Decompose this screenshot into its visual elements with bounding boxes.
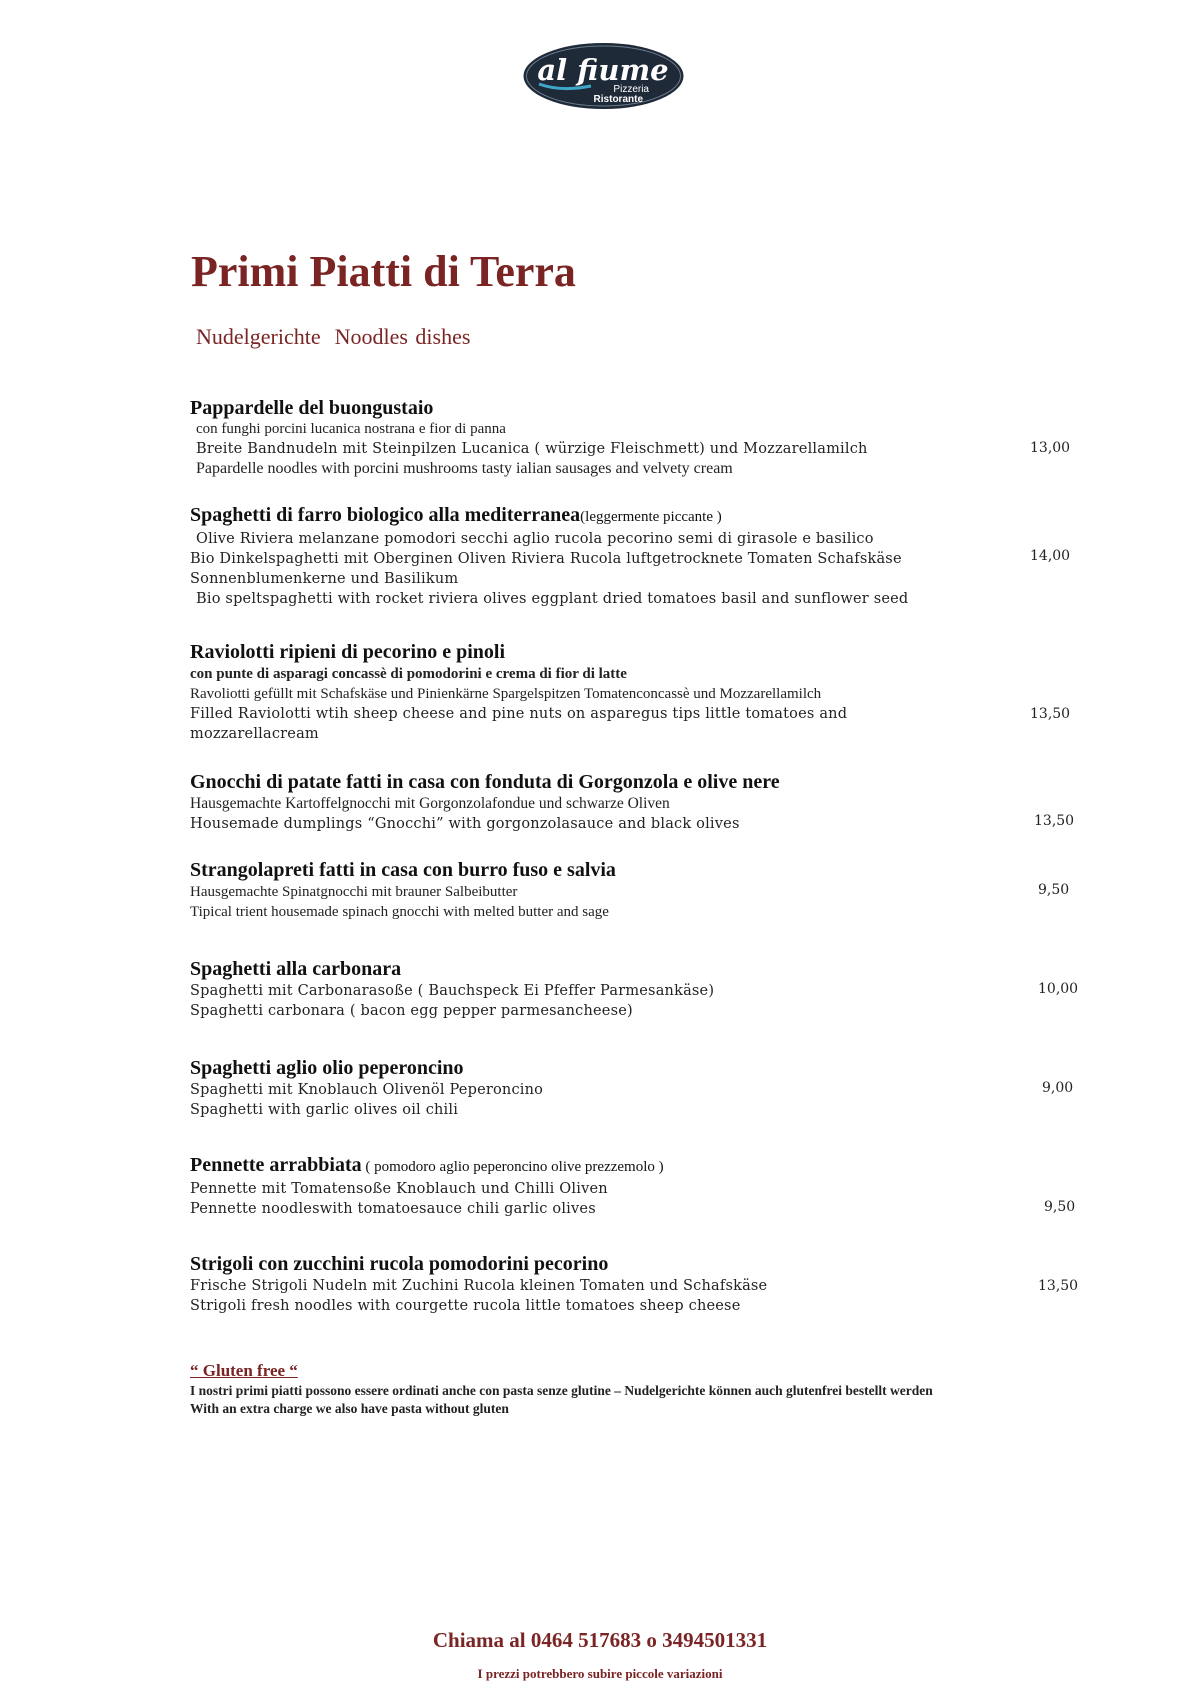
dish-note: (leggermente piccante ) — [580, 509, 722, 525]
footer-phone: Chiama al 0464 517683 o 3494501331 — [432, 1628, 768, 1652]
dish-name-text: Pennette arrabbiata — [190, 1154, 362, 1176]
menu-item — [190, 957, 1090, 1021]
dish-description-english: Housemade dumplings “Gnocchi” with gorgonzolasauce and black olives — [190, 816, 740, 832]
dish-description-english-cont: mozzarellacream — [190, 726, 319, 742]
menu-item — [190, 1153, 1090, 1219]
dish-description-english: Spaghetti with garlic olives oil chili — [190, 1102, 459, 1118]
dish-description-german: Ravoliotti gefüllt mit Schafskäse und Pinienkärne Spargelspitzen Tomatenconcassè und Mozzarellamilch — [190, 686, 822, 702]
page-title: Primi Piatti di Terra — [191, 247, 576, 296]
gluten-free-title: “ Gluten free “ — [190, 1361, 298, 1380]
dish-description-english: Bio speltspaghetti with rocket riviera olives eggplant dried tomatoes basil and sunflower seed — [196, 591, 909, 607]
dish-note: ( pomodoro aglio peperoncino olive prezzemolo ) — [361, 1159, 664, 1175]
dish-price: 13,50 — [1030, 706, 1071, 722]
dish-price: 9,50 — [1038, 882, 1070, 898]
dish-description-italian: Olive Riviera melanzane pomodori secchi aglio rucola pecorino semi di girasole e basilico — [196, 531, 874, 547]
dish-description-english: Filled Raviolotti wtih sheep cheese and pine nuts on asparegus tips little tomatoes and — [190, 706, 848, 722]
logo-ristorante: Ristorante — [593, 94, 643, 105]
dish-description-english: Strigoli fresh noodles with courgette rucola little tomatoes sheep cheese — [190, 1298, 741, 1314]
menu-item — [190, 640, 1090, 744]
dish-description-german: Hausgemachte Spinatgnocchi mit brauner Salbeibutter — [190, 884, 518, 900]
dish-price: 10,00 — [1038, 981, 1079, 997]
dish-price: 13,50 — [1038, 1278, 1079, 1294]
dish-description-english: Spaghetti carbonara ( bacon egg pepper parmesancheese) — [190, 1003, 633, 1019]
dish-price: 9,00 — [1042, 1080, 1074, 1096]
dish-description-german: Pennette mit Tomatensoße Knoblauch und Chilli Oliven — [190, 1181, 608, 1197]
menu-item — [190, 1252, 1090, 1316]
gluten-free-line-1: I nostri primi piatti possono essere ordinati anche con pasta senze glutine – Nudelgerichte können auch glutenfrei bestellt werden — [190, 1383, 933, 1398]
dish-price: 13,00 — [1030, 440, 1071, 456]
footer-price-note: I prezzi potrebbero subire piccole variazioni — [477, 1666, 723, 1681]
dish-name: Gnocchi di patate fatti in casa con fonduta di Gorgonzola e olive nere — [190, 771, 780, 793]
dish-description-english: Pennette noodleswith tomatoesauce chili garlic olives — [190, 1201, 596, 1217]
dish-description-german: Bio Dinkelspaghetti mit Oberginen Oliven Riviera Rucola luftgetrocknete Tomaten Schafskäse — [190, 551, 902, 567]
dish-name: Spaghetti aglio olio peperoncino — [190, 1057, 464, 1079]
dish-name: Spaghetti alla carbonara — [190, 958, 402, 980]
menu-item — [190, 1056, 1090, 1120]
dish-name: Raviolotti ripieni di pecorino e pinoli — [190, 641, 506, 663]
dish-description-german: Frische Strigoli Nudeln mit Zuchini Rucola kleinen Tomaten und Schafskäse — [190, 1278, 768, 1294]
dish-name: Strigoli con zucchini rucola pomodorini pecorino — [190, 1253, 609, 1275]
dish-name — [190, 1153, 1090, 1179]
dish-description-english: Papardelle noodles with porcini mushrooms tasty ialian sausages and velvety cream — [196, 460, 733, 477]
gluten-free-line-2: With an extra charge we also have pasta without gluten — [190, 1401, 509, 1416]
dish-description-english: Tipical trient housemade spinach gnocchi with melted butter and sage — [190, 904, 609, 920]
logo-brand: al fiume — [537, 53, 669, 87]
dish-name: Strangolapreti fatti in casa con burro fuso e salvia — [190, 859, 616, 881]
gluten-free-note — [190, 1360, 1070, 1418]
menu-item — [190, 396, 1090, 479]
dish-subtitle: con punte di asparagi concassè di pomodorini e crema di fior di latte — [190, 666, 627, 682]
subtitle-english: Noodles dishes — [334, 324, 471, 349]
subtitle-german: Nudelgerichte — [196, 324, 321, 349]
dish-name — [190, 503, 1090, 529]
dish-price: 13,50 — [1034, 813, 1075, 829]
dish-price: 9,50 — [1044, 1199, 1076, 1215]
menu-item — [190, 858, 1090, 922]
menu-item — [190, 770, 1090, 834]
dish-description-italian: con funghi porcini lucanica nostrana e fior di panna — [196, 421, 506, 437]
dish-name-text: Spaghetti di farro biologico alla mediterranea — [190, 504, 581, 526]
dish-description-german: Breite Bandnudeln mit Steinpilzen Lucanica ( würzige Fleischmett) und Mozzarellamilch — [196, 441, 868, 457]
menu-item — [190, 503, 1090, 609]
dish-description-german: Spaghetti mit Knoblauch Olivenöl Peperoncino — [190, 1082, 544, 1098]
logo-pizzeria: Pizzeria — [613, 84, 649, 95]
dish-description-german: Hausgemachte Kartoffelgnocchi mit Gorgonzolafondue und schwarze Oliven — [190, 795, 670, 812]
dish-price: 14,00 — [1030, 548, 1071, 564]
dish-name: Pappardelle del buongustaio — [190, 397, 434, 419]
dish-description-german: Spaghetti mit Carbonarasoße ( Bauchspeck Ei Pfeffer Parmesankäse) — [190, 983, 715, 999]
dish-description-german-cont: Sonnenblumenkerne und Basilikum — [190, 571, 459, 587]
